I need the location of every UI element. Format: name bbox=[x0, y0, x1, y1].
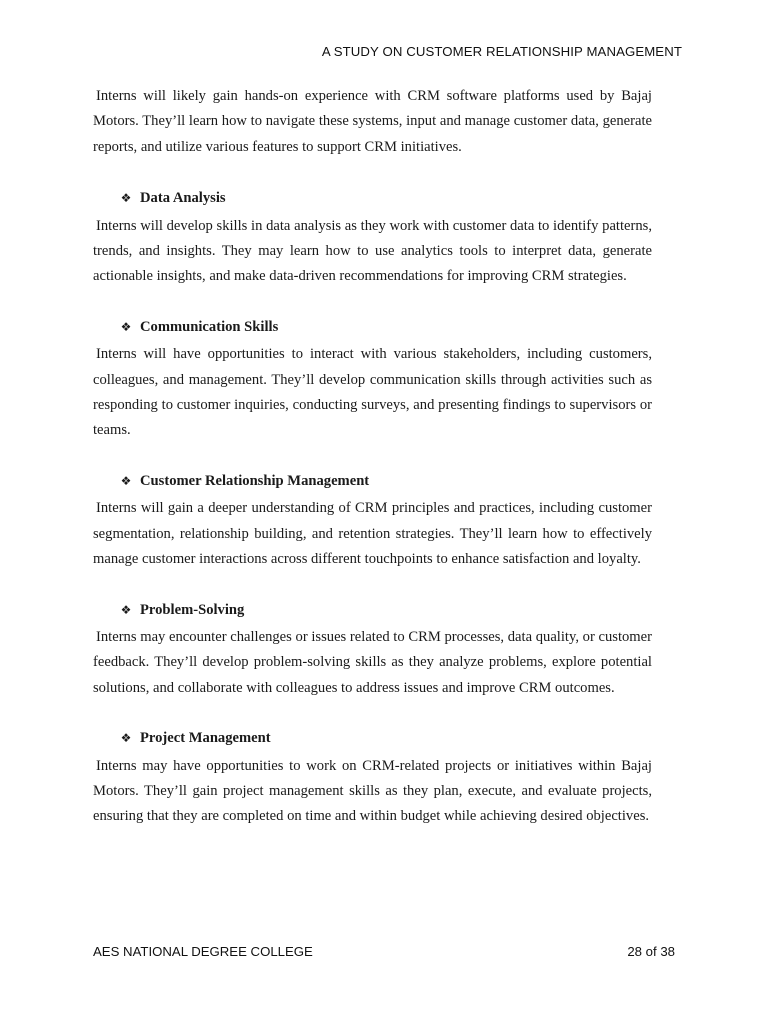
section-paragraph: Interns will gain a deeper understanding of CRM principles and practices, including customer segmentation, relationship building, and retention strategies. They’ll learn how to effectively manage customer interactions across different touchpoints to enhance satisfaction and loyalty. bbox=[93, 500, 652, 568]
footer-page-number: 28 of 38 bbox=[627, 944, 675, 959]
section-project-management bbox=[93, 726, 652, 830]
section-heading bbox=[119, 186, 652, 211]
section-heading bbox=[119, 315, 652, 340]
running-header: A STUDY ON CUSTOMER RELATIONSHIP MANAGEMENT bbox=[321, 44, 682, 59]
section-paragraph: Interns may have opportunities to work on CRM-related projects or initiatives within Bajaj Motors. They’ll gain project management skills as they plan, execute, and evaluate projects, ensuring that they are completed on time and within budget while achieving desired objectives. bbox=[93, 757, 652, 825]
section-paragraph: Interns may encounter challenges or issues related to CRM processes, data quality, or customer feedback. They’ll develop problem-solving skills as they analyze problems, explore potential solutions, and collaborate with colleagues to address issues and improve CRM outcomes. bbox=[93, 628, 652, 696]
section-problem-solving bbox=[93, 598, 652, 702]
section-heading bbox=[119, 598, 652, 623]
section-heading-text: Problem-Solving bbox=[140, 601, 245, 618]
section-heading bbox=[119, 726, 652, 751]
intro-paragraph: Interns will likely gain hands-on experience with CRM software platforms used by Bajaj Motors. They’ll learn how to navigate these systems, input and manage customer data, generate reports, and utilize various features to support CRM initiatives. bbox=[93, 88, 652, 155]
section-paragraph: Interns will have opportunities to interact with various stakeholders, including customers, colleagues, and management. They’ll develop communication skills through activities such as responding to customer inquiries, conducting surveys, and presenting findings to supervisors or teams. bbox=[93, 346, 652, 439]
section-heading-text: Communication Skills bbox=[140, 318, 279, 335]
section-heading-text: Customer Relationship Management bbox=[140, 472, 370, 489]
diamond-bullet-icon: ❖ bbox=[120, 319, 132, 334]
diamond-bullet-icon: ❖ bbox=[120, 473, 132, 488]
section-data-analysis bbox=[93, 186, 652, 290]
section-heading-text: Project Management bbox=[140, 730, 271, 747]
section-communication-skills bbox=[93, 315, 652, 444]
section-paragraph: Interns will develop skills in data analysis as they work with customer data to identify patterns, trends, and insights. They may learn how to use analytics tools to interpret data, generate actionable insights, and make data-driven recommendations for improving CRM strategies. bbox=[93, 217, 652, 285]
diamond-bullet-icon: ❖ bbox=[120, 191, 132, 206]
page-body bbox=[93, 84, 652, 855]
diamond-bullet-icon: ❖ bbox=[120, 602, 132, 617]
section-heading bbox=[119, 469, 652, 494]
section-heading-text: Data Analysis bbox=[140, 190, 226, 207]
diamond-bullet-icon: ❖ bbox=[120, 731, 132, 746]
footer-college-name: AES NATIONAL DEGREE COLLEGE bbox=[93, 944, 313, 959]
section-customer-relationship-management bbox=[93, 469, 652, 573]
